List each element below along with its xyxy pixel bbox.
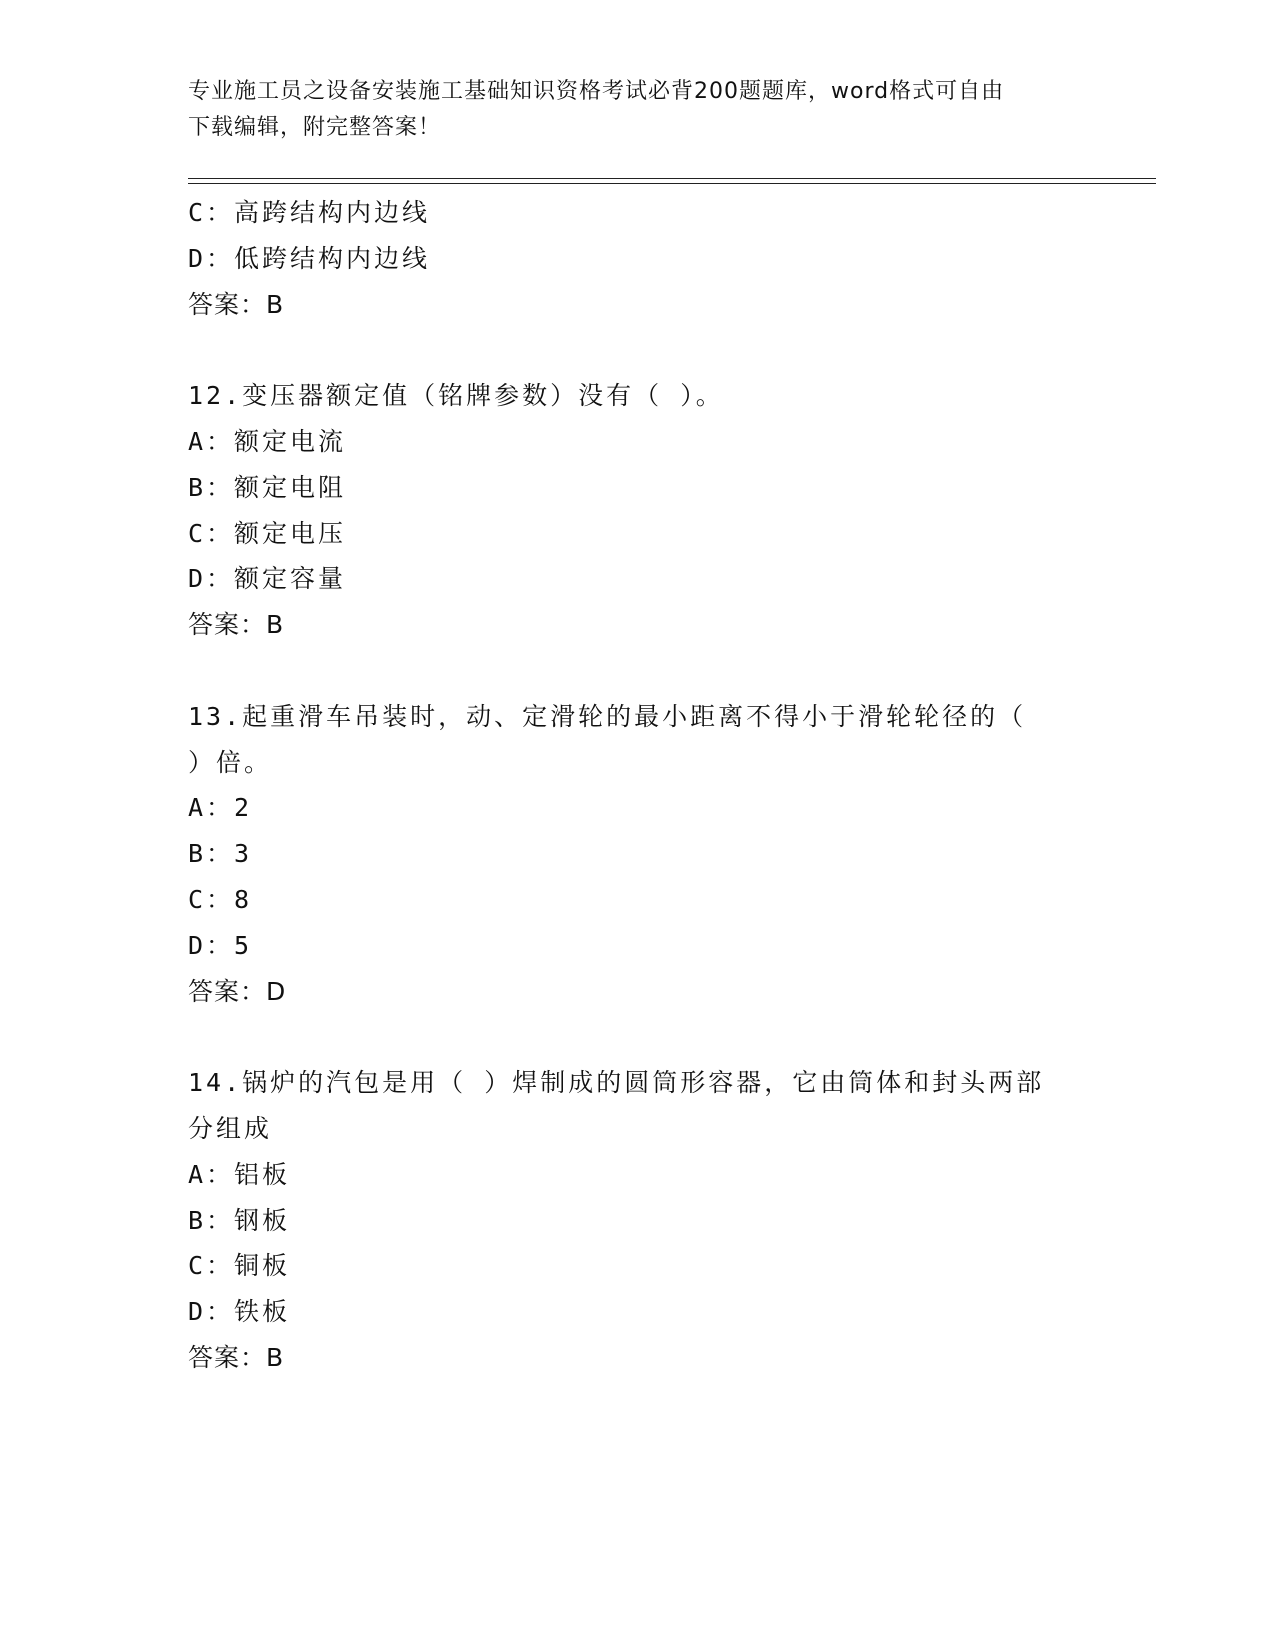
answer-line: 答案：B [188,610,285,640]
question-11-continued [188,190,1088,327]
option-d: D：低跨结构内边线 [188,243,431,273]
question-stem: 14.锅炉的汽包是用（ ）焊制成的圆筒形容器，它由筒体和封头两部 [188,1068,1045,1098]
header-line-1: 专业施工员之设备安装施工基础知识资格考试必背200题题库，word格式可自由 [188,79,1005,104]
option-c: C：铜板 [188,1251,291,1281]
question-13 [188,694,1088,1015]
option-a: A：铝板 [188,1159,291,1189]
question-list [188,190,1088,1381]
question-stem: 12.变压器额定值（铭牌参数）没有（ ）。 [188,381,724,411]
spacer [188,327,1088,373]
option-b: B：3 [188,839,253,869]
option-b: B：钢板 [188,1205,291,1235]
question-14 [188,1060,1088,1381]
question-stem-continued: 分组成 [188,1113,273,1143]
option-a: A：2 [188,793,253,823]
spacer [188,1014,1088,1060]
question-12 [188,373,1088,648]
option-c: C：8 [188,884,253,914]
option-a: A：额定电流 [188,426,347,456]
option-c: C：高跨结构内边线 [188,198,431,227]
answer-line: 答案：D [188,976,287,1006]
answer-line: 答案：B [188,1342,285,1372]
question-stem: 13.起重滑车吊装时，动、定滑轮的最小距离不得小于滑轮轮径的（ [188,701,1027,731]
option-b: B：额定电阻 [188,472,347,502]
option-d: D：铁板 [188,1297,291,1327]
option-c: C：额定电压 [188,518,347,548]
option-d: D：额定容量 [188,564,347,594]
spacer [188,648,1088,694]
answer-line: 答案：B [188,289,285,319]
header-line-2: 下载编辑，附完整答案！ [188,115,442,140]
question-stem-continued: ）倍。 [188,747,273,777]
header-divider-top [188,178,1156,179]
option-d: D：5 [188,930,253,960]
header-divider-bottom [188,183,1156,184]
document-header [188,74,1088,146]
